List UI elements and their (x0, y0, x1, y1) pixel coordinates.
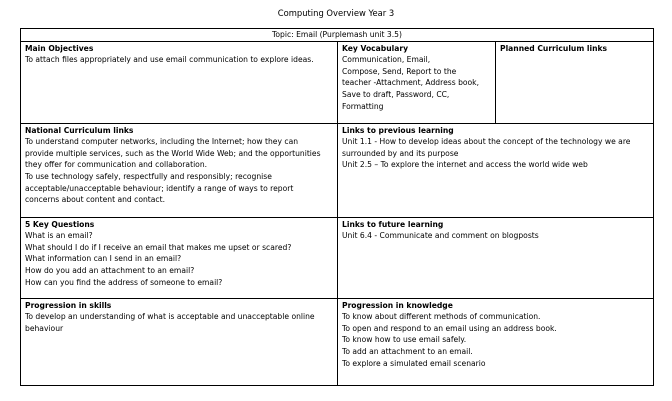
progression-knowledge-cell (338, 298, 654, 385)
key-vocabulary-cell (338, 41, 496, 123)
key-questions-heading: 5 Key Questions (25, 219, 95, 229)
key-vocabulary-line: Save to draft, Password, CC, (342, 89, 450, 99)
progression-skills-heading: Progression in skills (25, 300, 112, 310)
links-future-learning-line: Unit 6.4 - Communicate and comment on blogposts (342, 231, 539, 241)
links-previous-learning-line: surrounded by and its purpose (342, 148, 459, 158)
links-previous-learning-line: Unit 1.1 - How to develop ideas about the concept of the technology we are (342, 137, 631, 147)
national-curriculum-line: To understand computer networks, including the Internet; how they can (25, 137, 299, 147)
key-vocabulary-heading: Key Vocabulary (342, 43, 409, 53)
progression-knowledge-line: To know how to use email safely. (342, 335, 467, 345)
topic-cell: Topic: Email (Purplemash unit 3.5) (21, 29, 654, 42)
key-vocabulary-line: Formatting (342, 101, 384, 111)
progression-knowledge-line: To add an attachment to an email. (342, 346, 473, 356)
page-title: Computing Overview Year 3 (277, 8, 395, 18)
main-objectives-text: To attach files appropriately and use email communication to explore ideas. (25, 55, 314, 65)
key-question-line: What should I do if I receive an email that makes me upset or scared? (25, 242, 292, 252)
planned-curriculum-links-heading: Planned Curriculum links (500, 43, 608, 53)
progression-skills-line: To develop an understanding of what is acceptable and unacceptable online (25, 312, 315, 322)
national-curriculum-cell (21, 123, 338, 217)
main-objectives-heading: Main Objectives (25, 43, 94, 53)
planned-curriculum-links-cell (496, 41, 654, 123)
links-previous-learning-line: Unit 2.5 – To explore the internet and access the world wide web (342, 160, 588, 170)
national-curriculum-line: concerns about content and contact. (25, 195, 165, 205)
national-curriculum-line: provide multiple services, such as the World Wide Web; and the opportunities (25, 148, 321, 158)
links-future-learning-heading: Links to future learning (342, 219, 444, 229)
key-question-line: What information can I send in an email? (25, 254, 182, 264)
key-question-line: How can you find the address of someone to email? (25, 277, 223, 287)
progression-knowledge-line: To know about different methods of communication. (342, 312, 541, 322)
overview-table (20, 28, 654, 386)
links-previous-learning-cell (338, 123, 654, 217)
progression-knowledge-line: To explore a simulated email scenario (342, 358, 486, 368)
key-vocabulary-line: Communication, Email, (342, 55, 431, 65)
progression-skills-cell (21, 298, 338, 385)
key-vocabulary-line: teacher -Attachment, Address book, (342, 78, 479, 88)
national-curriculum-line: they offer for communication and collaboration. (25, 160, 208, 170)
progression-knowledge-line: To open and respond to an email using an address book. (342, 323, 557, 333)
links-previous-learning-heading: Links to previous learning (342, 125, 454, 135)
national-curriculum-heading: National Curriculum links (25, 125, 134, 135)
main-objectives-cell (21, 41, 338, 123)
key-question-line: How do you add an attachment to an email? (25, 265, 195, 275)
key-questions-cell (21, 217, 338, 298)
links-future-learning-cell (338, 217, 654, 298)
key-vocabulary-line: Compose, Send, Report to the (342, 66, 457, 76)
progression-skills-line: behaviour (25, 323, 64, 333)
national-curriculum-line: acceptable/unacceptable behaviour; identify a range of ways to report (25, 183, 294, 193)
key-question-line: What is an email? (25, 231, 93, 241)
progression-knowledge-heading: Progression in knowledge (342, 300, 453, 310)
national-curriculum-line: To use technology safely, respectfully and responsibly; recognise (25, 171, 272, 181)
